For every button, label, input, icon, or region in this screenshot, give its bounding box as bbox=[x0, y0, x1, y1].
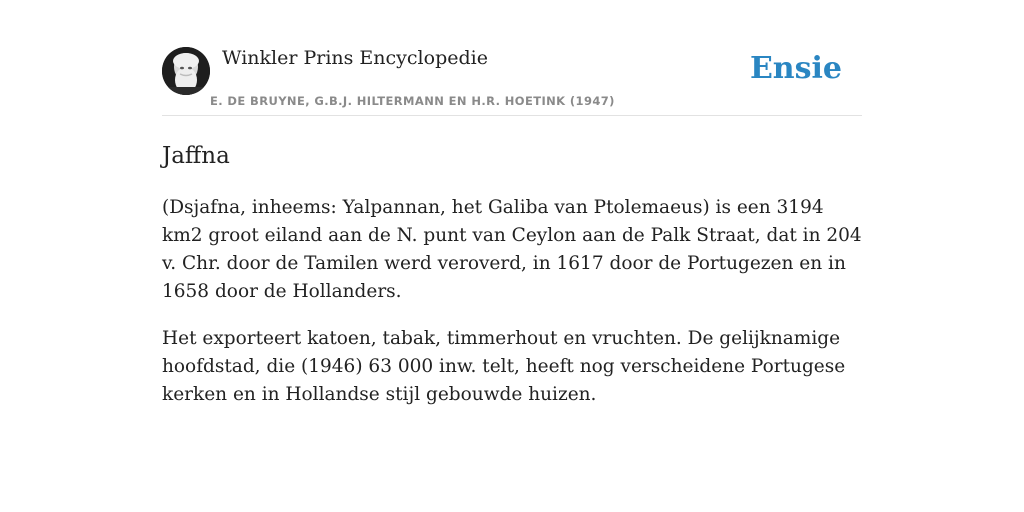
article-title: Jaffna bbox=[162, 143, 230, 169]
source-title[interactable]: Winkler Prins Encyclopedie bbox=[222, 47, 488, 69]
source-authors: E. DE BRUYNE, G.B.J. HILTERMANN EN H.R. HOETINK (1947) bbox=[210, 94, 615, 108]
article-paragraph: (Dsjafna, inheems: Yalpannan, het Galiba van Ptolemaeus) is een 3194 km2 groot eiland aan de N. punt van Ceylon aan de Palk Straat, dat in 204 v. Chr. door de Tamilen werd veroverd, in 1617 door de Portugezen en in 1658 door de Hollanders. bbox=[162, 197, 862, 302]
source-header bbox=[162, 0, 862, 116]
page bbox=[162, 0, 862, 409]
avatar[interactable] bbox=[162, 47, 210, 95]
article-paragraph: Het exporteert katoen, tabak, timmerhout en vruchten. De gelijknamige hoofdstad, die (1946) 63 000 inw. telt, heeft nog verscheidene Portugese kerken en in Hollandse stijl gebouwde huizen. bbox=[162, 328, 846, 405]
ensie-logo-link[interactable]: Ensie bbox=[749, 51, 842, 86]
portrait-icon bbox=[162, 47, 210, 95]
